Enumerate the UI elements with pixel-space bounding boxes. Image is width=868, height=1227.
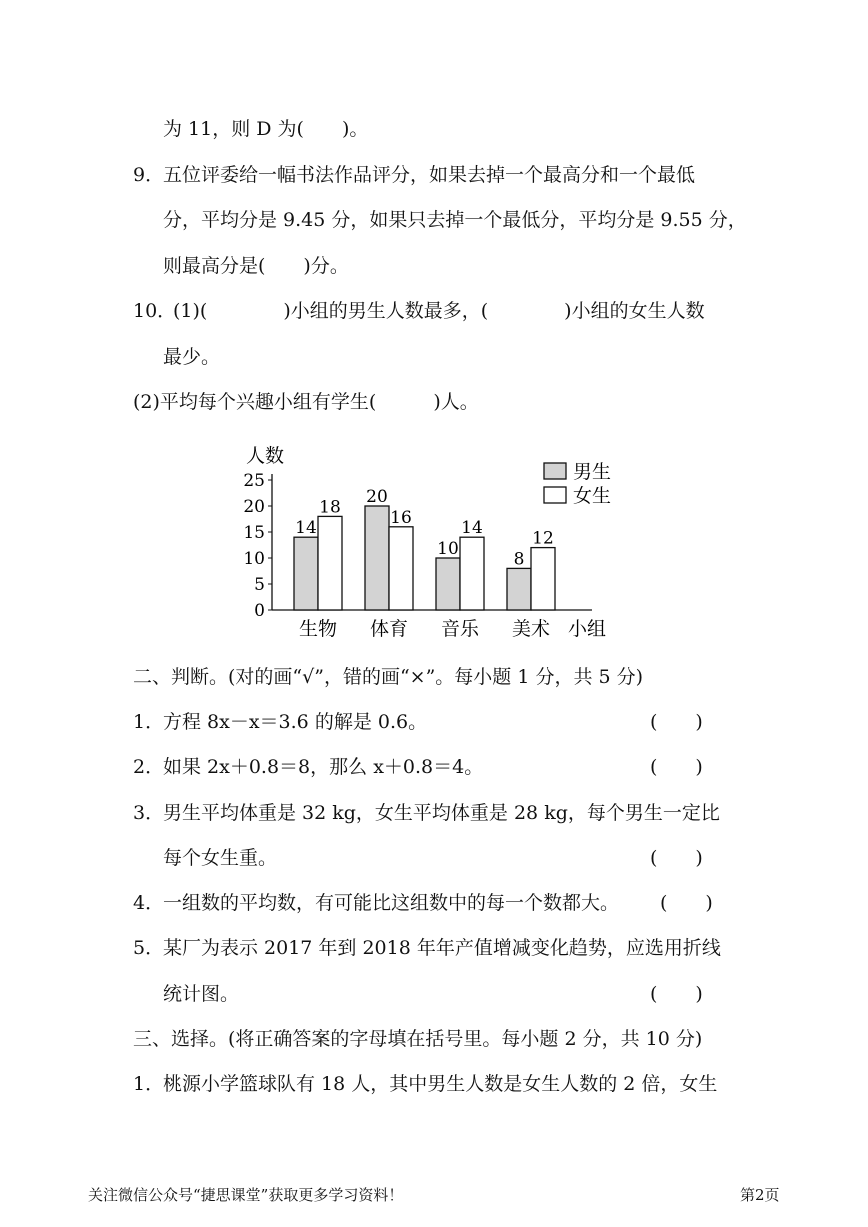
judge-item-1-answer-parens[interactable]: ( ) <box>650 711 703 733</box>
question-10-number: 10． <box>133 300 177 322</box>
bar-value-label: 16 <box>390 507 412 528</box>
section-3-header: 三、选择。(将正确答案的字母填在括号里。每小题 2 分，共 10 分) <box>133 1028 703 1050</box>
judge-item-3-answer-parens[interactable]: ( ) <box>650 847 703 869</box>
bar-girls <box>460 537 484 610</box>
legend-label-boys: 男生 <box>573 461 612 483</box>
judge-item-4-number: 4． <box>133 892 165 914</box>
bar-boys <box>436 558 460 610</box>
category-label: 生物 <box>298 618 338 640</box>
bar-boys <box>294 537 318 610</box>
judge-item-5-line-1: 某厂为表示 2017 年到 2018 年年产值增减变化趋势，应选用折线 <box>163 937 721 959</box>
question-10-part-1-line-1: (1)( )小组的男生人数最多，( )小组的女生人数 <box>173 300 705 322</box>
bar-value-label: 14 <box>295 518 317 539</box>
judge-item-1-number: 1． <box>133 711 165 733</box>
bar-value-label: 8 <box>513 549 525 570</box>
judge-item-5-number: 5． <box>133 937 165 959</box>
y-axis-label: 人数 <box>246 445 285 467</box>
bar-value-label: 18 <box>319 497 341 518</box>
choice-item-1-number: 1． <box>133 1073 165 1095</box>
bar-boys <box>365 506 389 610</box>
legend-label-girls: 女生 <box>573 485 612 507</box>
judge-item-4-answer-parens[interactable]: ( ) <box>660 892 713 914</box>
question-9-line-2: 分，平均分是 9.45 分，如果只去掉一个最低分，平均分是 9.55 分， <box>163 209 747 231</box>
interest-group-bar-chart <box>232 430 632 645</box>
judge-item-2-number: 2． <box>133 756 165 778</box>
question-10-part-2: (2)平均每个兴趣小组有学生( )人。 <box>133 391 479 413</box>
section-2-header: 二、判断。(对的画“√”，错的画“×”。每小题 1 分，共 5 分) <box>133 666 644 688</box>
judge-item-5-answer-parens[interactable]: ( ) <box>650 983 703 1005</box>
bar-girls <box>318 516 342 610</box>
y-tick-label: 5 <box>254 575 265 595</box>
judge-item-3-line-2: 每个女生重。 <box>163 847 278 869</box>
judge-item-2-text: 如果 2x＋0.8＝8，那么 x＋0.8＝4。 <box>163 756 484 778</box>
judge-item-5-line-2: 统计图。 <box>163 983 240 1005</box>
judge-item-3-number: 3． <box>133 802 165 824</box>
question-9-line-3: 则最高分是( )分。 <box>163 255 349 277</box>
judge-item-4-text: 一组数的平均数，有可能比这组数中的每一个数都大。 <box>163 892 620 914</box>
judge-item-3-line-1: 男生平均体重是 32 kg，女生平均体重是 28 kg，每个男生一定比 <box>163 802 720 824</box>
judge-item-1-text: 方程 8x－x＝3.6 的解是 0.6。 <box>163 711 428 733</box>
legend-swatch-boys <box>544 463 566 479</box>
x-axis-label: 小组 <box>568 618 607 640</box>
category-label: 体育 <box>369 618 409 640</box>
bar-boys <box>507 568 531 610</box>
y-tick-label: 25 <box>243 471 265 491</box>
y-tick-label: 15 <box>243 523 265 543</box>
question-9-number: 9． <box>133 164 165 186</box>
y-tick-label: 20 <box>243 497 265 517</box>
question-8-tail: 为 11，则 D 为( )。 <box>163 118 369 140</box>
y-tick-label: 10 <box>243 549 265 569</box>
footer-promo-text: 关注微信公众号“捷思课堂”获取更多学习资料！ <box>88 1186 404 1204</box>
bar-girls <box>389 527 413 610</box>
category-label: 美术 <box>511 618 551 640</box>
legend-swatch-girls <box>544 487 566 503</box>
bar-girls <box>531 548 555 610</box>
bar-value-label: 20 <box>366 487 388 507</box>
bar-value-label: 10 <box>437 539 459 559</box>
judge-item-2-answer-parens[interactable]: ( ) <box>650 756 703 778</box>
bar-value-label: 12 <box>532 528 554 549</box>
question-9-line-1: 五位评委给一幅书法作品评分，如果去掉一个最高分和一个最低 <box>163 164 696 186</box>
choice-item-1-line-1: 桃源小学篮球队有 18 人，其中男生人数是女生人数的 2 倍，女生 <box>163 1073 718 1095</box>
bar-value-label: 14 <box>461 518 483 539</box>
y-tick-label: 0 <box>254 601 265 621</box>
question-10-part-1-line-2: 最少。 <box>163 346 221 368</box>
category-label: 音乐 <box>440 618 480 640</box>
page-number: 第2页 <box>740 1186 780 1204</box>
